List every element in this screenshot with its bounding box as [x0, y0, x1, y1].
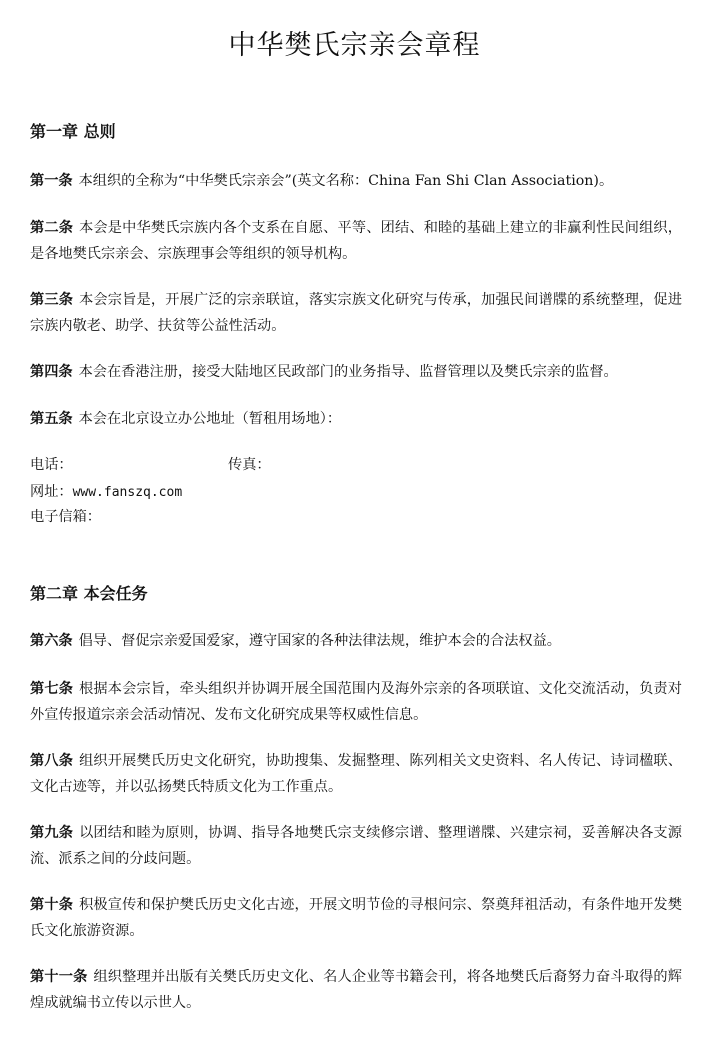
- article-text: 本组织的全称为“中华樊氏宗亲会”(英文名称：China Fan Shi Clan Association)。: [78, 173, 614, 189]
- article-text: 本会在北京设立办公地址（暂租用场地）：: [78, 411, 342, 427]
- fax-label: 传真：: [228, 457, 271, 473]
- article-number: 第二条: [30, 220, 74, 236]
- article-number: 第七条: [30, 681, 74, 697]
- article-text: 本会是中华樊氏宗族内各个支系在自愿、平等、团结、和睦的基础上建立的非赢利性民间组织，是各地樊氏宗亲会、宗族理事会等组织的领导机构。: [30, 220, 682, 262]
- article-number: 第三条: [30, 292, 74, 308]
- article-1: [30, 168, 682, 194]
- article-text: 以团结和睦为原则，协调、指导各地樊氏宗支续修宗谱、整理谱牒、兴建宗祠，妥善解决各支源流、派系之间的分歧问题。: [30, 825, 682, 867]
- article-text: 积极宣传和保护樊氏历史文化古迹，开展文明节俭的寻根问宗、祭奠拜祖活动，有条件地开发樊氏文化旅游资源。: [30, 897, 682, 939]
- email-line: [30, 505, 101, 529]
- article-number: 第五条: [30, 411, 73, 427]
- email-label: 电子信箱：: [30, 509, 101, 525]
- phone-line: [30, 453, 73, 477]
- chapter-1-heading: 第一章 总则: [30, 122, 116, 141]
- article-2: [30, 215, 682, 267]
- article-text: 组织整理并出版有关樊氏历史文化、名人企业等书籍会刊，将各地樊氏后裔努力奋斗取得的辉煌成就编书立传以示世人。: [30, 969, 682, 1011]
- article-5: [30, 406, 682, 432]
- article-7: [30, 676, 682, 728]
- article-9: [30, 820, 682, 872]
- article-text: 组织开展樊氏历史文化研究，协助搜集、发掘整理、陈列相关文史资料、名人传记、诗词楹联、文化古迹等，并以弘扬樊氏特质文化为工作重点。: [30, 753, 682, 795]
- article-text: 倡导、督促宗亲爱国爱家，遵守国家的各种法律法规，维护本会的合法权益。: [78, 633, 561, 649]
- article-number: 第九条: [30, 825, 74, 841]
- article-8: [30, 748, 682, 800]
- article-number: 第一条: [30, 173, 73, 189]
- fax-line: [228, 453, 271, 477]
- website-line: [30, 480, 182, 505]
- document-title: 中华樊氏宗亲会章程: [228, 30, 481, 61]
- website-value: www.fanszq.com: [72, 485, 183, 500]
- chapter-2-heading: 第二章 本会任务: [30, 584, 148, 603]
- phone-label: 电话：: [30, 457, 73, 473]
- article-number: 第十条: [30, 897, 74, 913]
- website-label: 网址：: [30, 484, 73, 500]
- article-text: 本会在香港注册，接受大陆地区民政部门的业务指导、监督管理以及樊氏宗亲的监督。: [78, 364, 618, 380]
- article-text: 本会宗旨是，开展广泛的宗亲联谊，落实宗族文化研究与传承，加强民间谱牒的系统整理，促进宗族内敬老、助学、扶贫等公益性活动。: [30, 292, 682, 334]
- article-number: 第六条: [30, 633, 73, 649]
- article-text: 根据本会宗旨，牵头组织并协调开展全国范围内及海外宗亲的各项联谊、文化交流活动，负责对外宣传报道宗亲会活动情况、发布文化研究成果等权威性信息。: [30, 681, 682, 723]
- article-3: [30, 287, 682, 339]
- article-11: [30, 964, 682, 1016]
- article-number: 第八条: [30, 753, 74, 769]
- article-number: 第十一条: [30, 969, 88, 985]
- article-6: [30, 628, 682, 654]
- article-4: [30, 359, 682, 385]
- article-number: 第四条: [30, 364, 73, 380]
- article-10: [30, 892, 682, 944]
